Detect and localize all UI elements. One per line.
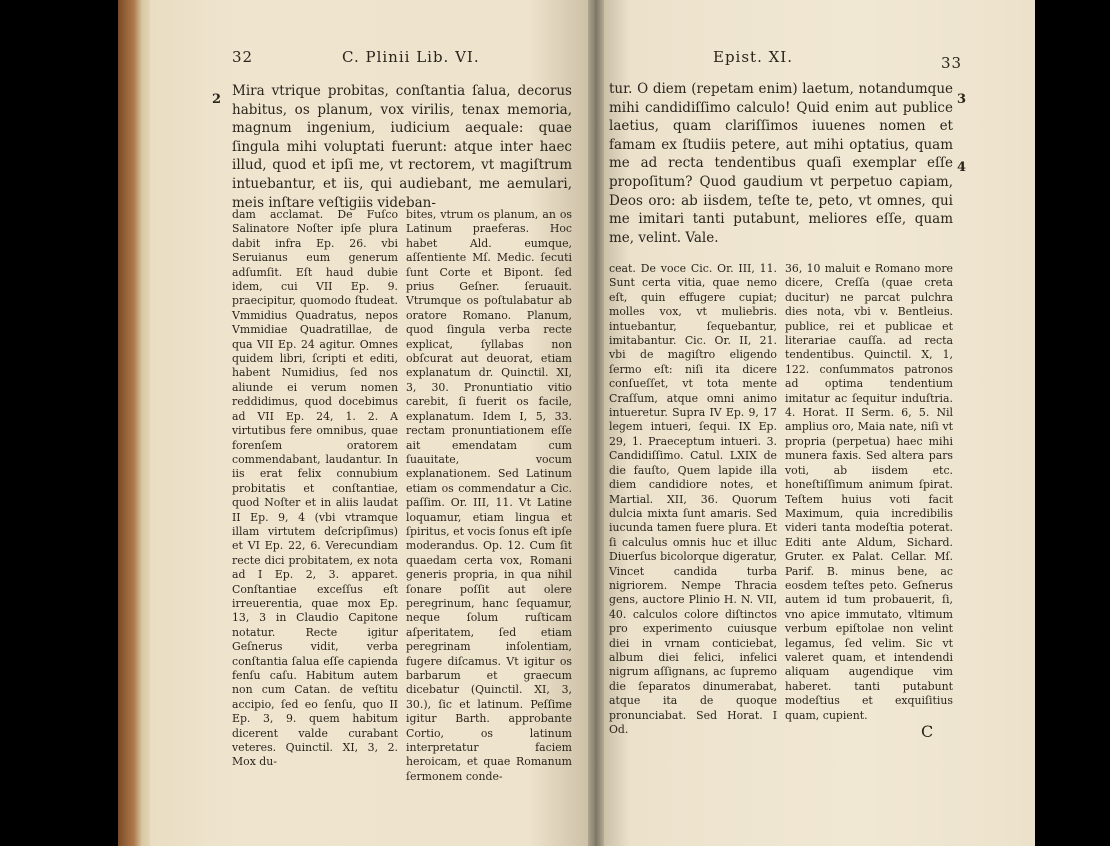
right-notes: [609, 262, 953, 736]
right-notes-col-2-text: 36, 10 maluit e Romano more dicere, Creſſa (quae creta ducitur) ne parcat pulchra dies nota, vbi v. Bentleius. publice, rei et publicae et literariae cauſſa. ad recta tendentibus. Quinctil. X, 1, 122. conſummatos patronos ad optima tendentium imitatur ac ſequitur induſtria. 4. Horat. II Serm. 6, 5. Nil amplius oro, Maia nate, niſi vt propria (perpetua) haec mihi munera faxis. Sed altera pars voti, ab iisdem etc. honeſtiſſimum animum ſpirat. Teſtem huius voti facit Maximum, quia incredibilis videri tanta modeſtia poterat. Editi ante Aldum, Sichard. Gruter. ex Palat. Cellar. Mſ. Parif. B. minus bene, ac eosdem teſtes peto. Geſnerus autem id tum probauerit, ſi, vno apice immutato, vltimum verbum epiſtolae non velint legamus, ſed velim. Sic vt valeret quam, et intendendi aliquam augendique vim haberet. tanti putabunt modeſtius et exquiſitius quam, cupient.: [785, 262, 953, 722]
left-notes-col-2-text: bites, vtrum os planum, an os Latinum praeferas. Hoc habet Ald. eumque, aſſentiente Mſ. Medic. ſecuti ſunt Corte et Bipont. ſed prius Geſner. ſeruauit. Vtrumque os poſtulabatur ab oratore Romano. Planum, quod ſingula verba recte explicat, ſyllabas non obſcurat aut deuorat, etiam explanatum dr. Quinctil. XI, 3, 30. Pronuntiatio vitio carebit, ſi fuerit os facile, explanatum. Idem I, 5, 33. rectam pronuntiationem eſſe ait emendatam cum ſuauitate, vocum explanationem. Sed Latinum etiam os commendatur a Cic. paſſim. Or. III, 11. Vt Latine loquamur, etiam lingua et ſpiritus, et vocis ſonus eſt ipſe moderandus. Op. 12. Cum ſit quaedam certa vox, Romani generis propria, in qua nihil ſonare poſſit aut olere peregrinum, hanc ſequamur, neque ſolum ruſticam aſperitatem, ſed etiam peregrinam inſolentiam, fugere diſcamus. Vt igitur os barbarum et graecum dicebatur (Quinctil. XI, 3, 30.), ſic et latinum. Peſſime igitur Barth. approbante Cortio, os latinum interpretatur faciem heroicam, et quae Romanum ſermonem conde-: [406, 208, 572, 783]
right-page: [595, 0, 1035, 846]
left-notes-col-2: [406, 208, 572, 784]
left-notes-col-1: [232, 208, 398, 770]
left-page: [150, 0, 595, 846]
right-notes-col-1-text: ceat. De voce Cic. Or. III, 11. Sunt certa vitia, quae nemo eſt, quin effugere cupiat; molles vox, vt muliebris. intuebantur, ſequebantur, imitabantur. Cic. Or. II, 21. vbi de magiſtro eligendo ſermo eſt: niſi ita dicere conſueſſet, vt tota mente Craſſum, atque omni animo intueretur. Supra IV Ep. 9, 17 legem intueri, ſequi. IX Ep. 29, 1. Praeceptum intueri. 3. Candidiſſimo. Catul. LXIX de die fauſto, Quem lapide illa diem candidiore notes, et Martial. XII, 36. Quorum dulcia mixta ſunt amaris. Sed iucunda tamen fuere plura. Et ſi calculus omnis huc et illuc Diuerſus bicolorque digeratur, Vincet candida turba nigriorem. Nempe Thracia gens, auctore Plinio H. N. VII, 40. calculos colore diſtinctos pro experimento cuiusque diei in vrnam conticiebat, album diei felici, infelici nigrum aſſignans, ac ſupremo die ſeparatos dinumerabat, atque ita de quoque pronunciabat. Sed Horat. I Od.: [609, 262, 777, 736]
right-running-head: Epist. XI.: [713, 48, 793, 66]
right-margin-number-4: 4: [957, 160, 967, 175]
right-page-number: 33: [941, 54, 963, 72]
left-page-number: 32: [232, 48, 254, 66]
right-main-paragraph: tur. O diem (repetam enim) laetum, notandumque mihi candidiſſimo calculo! Quid enim aut publice laetius, quam clariſſimos iuuenes nomen et famam ex ſtudiis petere, aut mihi optatius, quam me ad recta tendentibus quaſi exemplar eſſe propoſitum? Quod gaudium vt perpetuo capiam, Deos oro: ab iisdem, teſte te, peto, vt omnes, qui me imitari tanti putabunt, meliores eſſe, quam me, velint. Vale.: [609, 81, 953, 246]
left-main-text: [232, 82, 572, 212]
left-notes: [232, 208, 572, 783]
signature-mark: C: [921, 722, 934, 741]
right-notes-col-2: [785, 262, 953, 723]
right-notes-col-1: [609, 262, 777, 737]
left-notes-col-1-text: dam acclamat. De Fuſco Salinatore Noſter ipſe plura dabit infra Ep. 26. vbi Seruianus eum generum adſumſit. Eſt haud dubie idem, cui VII Ep. 9. praecipitur, quomodo ſtudeat. Vmmidius Quadratus, nepos Vmmidiae Quadratillae, de qua VII Ep. 24 agitur. Omnes quidem libri, ſcripti et editi, habent Numidius, ſed nos aliunde ei verum nomen reddidimus, quod docebimus ad VII Ep. 24, 1. 2. A virtutibus fere omnibus, quae forenſem oratorem commendabant, laudantur. In iis erat felix connubium probitatis et conſtantiae, quod Noſter et in aliis laudat II Ep. 9, 4 (vbi vtramque illam virtutem deſcripſimus) et VI Ep. 22, 6. Verecundiam recte dici probitatem, ex nota ad I Ep. 2, 3. apparet. Conſtantiae exceſſus eſt irreuerentia, quae mox Ep. 13, 3 in Claudio Capitone notatur. Recte igitur Geſnerus vidit, verba conſtantia ſalua eſſe capienda fenſu caſu. Habitum autem non cum Catan. de veſtitu accipio, ſed eo ſenſu, quo II Ep. 3, 9. quem habitum dicerent valde curabant veteres. Quinctil. XI, 3, 2. Mox du-: [232, 208, 398, 769]
left-main-paragraph: Mira vtrique probitas, conſtantia ſalua, decorus habitus, os planum, vox virilis, tenax memoria, magnum ingenium, iudicium aequale: quae ſingula mihi voluptati fuerunt: atque inter haec illud, quod et ipſi me, vt rectorem, vt magiſtrum intuebantur, et iis, qui audiebant, me aemulari, meis inſtare veſtigiis videban-: [232, 83, 572, 211]
book-gutter: [588, 0, 604, 846]
right-main-text: [609, 80, 953, 247]
left-running-head: C. Plinii Lib. VI.: [342, 48, 480, 66]
left-margin-number: 2: [212, 92, 222, 107]
right-margin-number-3: 3: [957, 92, 967, 107]
